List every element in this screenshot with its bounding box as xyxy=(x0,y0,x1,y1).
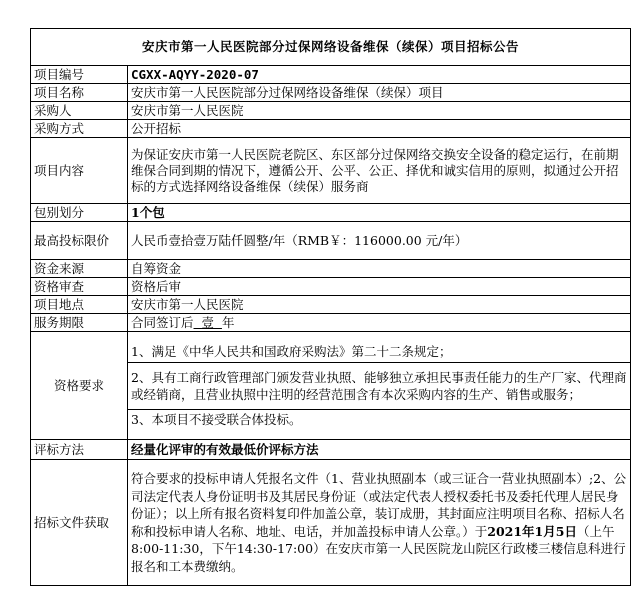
value-docs xyxy=(128,460,631,586)
row-project-no xyxy=(31,66,631,84)
qualification-item: 1、满足《中华人民共和国政府采购法》第二十二条规定； xyxy=(131,343,452,359)
label-project-no: 项目编号 xyxy=(31,66,128,84)
row-content xyxy=(31,138,631,204)
docs-text-a: 符合要求的投标申请人凭报名文件（1、营业执照副本（或三证合一营业执照副本）;2、公司法定代表人身份证明书及其居民身份证（或法定代表人授权委托书及委托代理人居民身份证）；以上所有报名资料复印件加盖公章，装订成册，其封面应注明项目名称、招标人名称和投标申请人名称、地址、电话，并加盖投标申请人公章。）于 xyxy=(131,471,627,539)
row-evaluation xyxy=(31,440,631,460)
label-method: 采购方式 xyxy=(31,120,128,138)
value-project-name: 安庆市第一人民医院部分过保网络设备维保（续保）项目 xyxy=(128,84,631,102)
label-review: 资格审查 xyxy=(31,278,128,296)
row-project-name xyxy=(31,84,631,102)
period-prefix: 合同签订后 xyxy=(131,314,194,330)
row-fund xyxy=(31,260,631,278)
title-row xyxy=(31,29,631,66)
label-docs: 招标文件获取 xyxy=(31,460,128,586)
value-purchaser: 安庆市第一人民医院 xyxy=(128,102,631,120)
label-location: 项目地点 xyxy=(31,296,128,314)
period-suffix: 年 xyxy=(221,314,235,330)
value-location: 安庆市第一人民医院 xyxy=(128,296,631,314)
row-period xyxy=(31,314,631,332)
value-content: 为保证安庆市第一人民医院老院区、东区部分过保网络交换安全设备的稳定运行，在前期维保合同到期的情况下，遵循公开、公平、公正、择优和诚实信用的原则，拟通过公开招标的方式选择网络设备维保（续保）服务商 xyxy=(128,138,631,204)
docs-date: 2021年1月5日 xyxy=(487,523,577,539)
value-method: 公开招标 xyxy=(128,120,631,138)
label-purchaser: 采购人 xyxy=(31,102,128,120)
docs-text-b: （上午8:00-11:30，下午14:30-17:00）在安庆市第一人民医院龙山院区行政楼三楼信息科进行报名和工本费缴纳。 xyxy=(131,523,626,574)
row-purchaser xyxy=(31,102,631,120)
notice-title: 安庆市第一人民医院部分过保网络设备维保（续保）项目招标公告 xyxy=(31,29,631,66)
row-lots xyxy=(31,204,631,222)
row-location xyxy=(31,296,631,314)
label-qualification: 资格要求 xyxy=(31,332,128,440)
value-project-no: CGXX-AQYY-2020-07 xyxy=(128,66,631,84)
label-period: 服务期限 xyxy=(31,314,128,332)
qualification-item: 3、本项目不接受联合体投标。 xyxy=(128,409,630,430)
notice-table xyxy=(30,28,631,586)
value-fund: 自筹资金 xyxy=(128,260,631,278)
label-max-price: 最高投标限价 xyxy=(31,222,128,260)
row-docs xyxy=(31,460,631,586)
value-qualification xyxy=(128,332,631,440)
label-content: 项目内容 xyxy=(31,138,128,204)
row-review xyxy=(31,278,631,296)
label-lots: 包别划分 xyxy=(31,204,128,222)
label-project-name: 项目名称 xyxy=(31,84,128,102)
value-max-price: 人民币壹拾壹万陆仟圆整/年（RMB￥：116000.00 元/年） xyxy=(128,222,631,260)
value-review: 资格后审 xyxy=(128,278,631,296)
period-count: 壹 xyxy=(201,314,214,330)
qualification-item: 2、具有工商行政管理部门颁发营业执照、能够独立承担民事责任能力的生产厂家、代理商或经销商，且营业执照中注明的经营范围含有本次采购内容的生产、销售或服务； xyxy=(128,362,630,409)
row-max-price xyxy=(31,222,631,260)
label-fund: 资金来源 xyxy=(31,260,128,278)
value-period xyxy=(128,314,631,332)
value-lots: 1个包 xyxy=(128,204,631,222)
value-evaluation: 经量化评审的有效最低价评标方法 xyxy=(128,440,631,460)
row-method xyxy=(31,120,631,138)
row-qualification xyxy=(31,332,631,440)
label-evaluation: 评标方法 xyxy=(31,440,128,460)
